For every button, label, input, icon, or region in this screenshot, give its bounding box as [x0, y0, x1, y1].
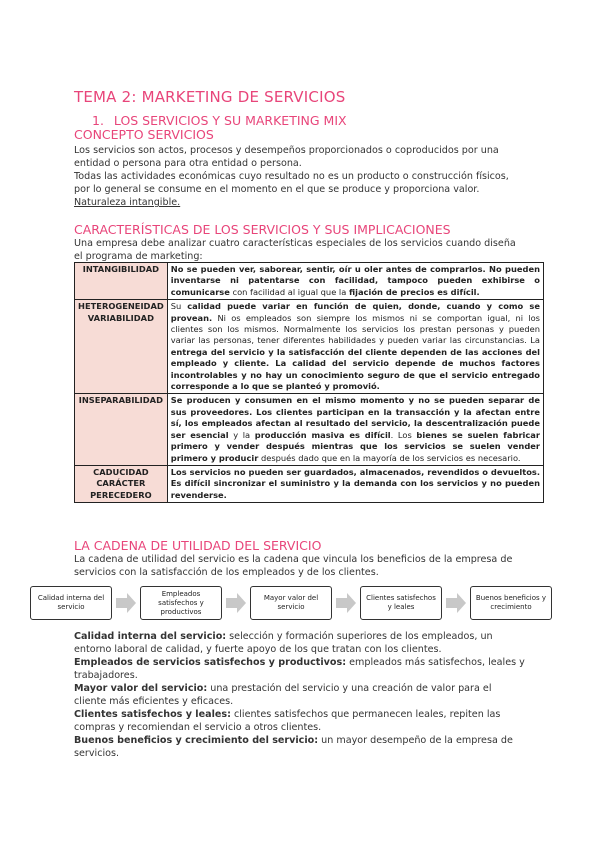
characteristics-intro: Una empresa debe analizar cuatro características especiales de los servicios cuando diseña el programa de marketing: [74, 238, 516, 262]
section-number: 1. [92, 113, 104, 128]
description-fragment: con facilidad al igual que la [229, 286, 349, 297]
characteristics-table [74, 262, 544, 503]
chain-step-box: Calidad interna del servicio [30, 586, 112, 620]
chain-item-text: clientes satisfechos que permanecen leales, repiten las compras y recomiendan el servicio a otros clientes. [74, 709, 501, 733]
description-fragment: producción masiva es difícil [254, 429, 391, 440]
chain-item-text: selección y formación superiores de los empleados, un entorno laboral de calidad, y fuerte apoyo de los que tratan con los clientes. [74, 631, 493, 655]
concept-text: Todas las actividades económicas cuyo resultado no es un producto o construcción físicos, por lo general se consume en el momento en el que se produce y proporciona valor. [74, 171, 509, 195]
description-fragment: descentralización puede ser esencial [170, 418, 540, 440]
concept-paragraph-2 [74, 170, 526, 209]
characteristic-label: CADUCIDAD CARÁCTER PERECEDERO [75, 465, 168, 502]
chain-intro: La cadena de utilidad del servicio es la cadena que vincula los beneficios de la empresa de servicios con la satisfacción de los empleados y de los clientes. [74, 554, 513, 578]
chain-list-item [74, 708, 526, 734]
arrow-right-icon [446, 593, 468, 613]
concept-paragraph-1: Los servicios son actos, procesos y desempeños proporcionados o coproducidos por una entidad o persona para otra entidad o persona. [74, 145, 499, 169]
chain-item-text: una prestación del servicio y una creación de valor para el cliente más eficientes y eficaces. [74, 683, 492, 707]
characteristic-row [75, 465, 544, 502]
page-title: TEMA 2: MARKETING DE SERVICIOS [74, 88, 346, 106]
chain-list-item [74, 734, 526, 760]
characteristic-row [75, 263, 544, 300]
chain-flow-diagram [0, 584, 600, 624]
chain-item-text: un mayor desempeño de la empresa de servicios. [74, 735, 513, 759]
description-fragment: . Los [390, 429, 417, 440]
characteristic-label: INTANGIBILIDAD [75, 263, 168, 300]
arrow-right-icon [336, 593, 358, 613]
characteristic-description [167, 263, 543, 300]
characteristics-heading: CARACTERÍSTICAS DE LOS SERVICIOS Y SUS IMPLICACIONES [74, 222, 451, 237]
description-fragment: después dado que en la mayoría de los servicios es necesario. [258, 452, 521, 463]
chain-item-term: Calidad interna del servicio: [74, 631, 227, 642]
chain-item-term: Buenos beneficios y crecimiento del servicio: [74, 735, 319, 746]
characteristic-description [167, 300, 543, 394]
arrow-right-icon [226, 593, 248, 613]
chain-list-item [74, 630, 526, 656]
characteristic-description [167, 394, 543, 465]
chain-list-item [74, 682, 526, 708]
description-fragment: y la [228, 429, 255, 440]
arrow-right-icon [116, 593, 138, 613]
chain-step-box: Mayor valor del servicio [250, 586, 332, 620]
section-title: LOS SERVICIOS Y SU MARKETING MIX [113, 113, 347, 128]
section-1-heading [92, 113, 347, 128]
description-fragment: calidad puede variar en función de quien, donde, cuando y como se provean. [170, 301, 540, 323]
description-fragment: entrega del servicio y la satisfacción del cliente dependen de las acciones del empleado y cliente. La calidad del servicio depende de muchos factores incontrolables y no hay un conocimiento seguro de que el servicio entregado corresponde a lo que se planteó y promovió. [170, 346, 540, 392]
description-fragment: No se pueden ver, saborear, sentir, oír u oler antes de comprarlos. No pueden inventarse ni patentarse con facilidad, tampoco pueden exhibirse o comunicarse [170, 264, 540, 297]
characteristic-label: INSEPARABILIDAD [75, 394, 168, 465]
characteristic-label: HETEROGENEIDAD VARIABILIDAD [75, 300, 168, 394]
chain-item-term: Mayor valor del servicio: [74, 683, 208, 694]
chain-step-box: Clientes satisfechos y leales [360, 586, 442, 620]
naturaleza-link: Naturaleza intangible. [74, 197, 181, 208]
characteristic-description [167, 465, 543, 502]
description-fragment: Su [170, 301, 188, 312]
chain-list-item [74, 656, 526, 682]
chain-heading: LA CADENA DE UTILIDAD DEL SERVICIO [74, 538, 322, 553]
description-fragment: Ni os empleados son siempre los mismos ni se comportan igual, ni los clientes son los mismos. Normalmente los servicios los prestan personas y pueden variar las personas, tener diferentes habilidades y pueden variar las circunstancias. La [170, 312, 540, 346]
description-fragment: Se producen y consumen en el mismo momento y no se pueden separar de sus proveedores. Los clientes participan en la transacción y la afectan entre sí, los empleados afectan al resultado del servicio, la [170, 395, 540, 429]
characteristic-row [75, 394, 544, 465]
description-fragment: fijación de precios es difícil. [348, 286, 480, 297]
description-fragment: Los servicios no pueden ser guardados, almacenados, revendidos o devueltos. Es difícil sincronizar el suministro y la demanda con los servicios y no pueden revenderse. [170, 466, 540, 500]
chain-item-term: Clientes satisfechos y leales: [74, 709, 231, 720]
characteristic-row [75, 300, 544, 394]
chain-item-term: Empleados de servicios satisfechos y productivos: [74, 657, 347, 668]
concept-subheading: CONCEPTO SERVICIOS [74, 127, 214, 142]
chain-item-text: empleados más satisfechos, leales y trabajadores. [74, 657, 525, 681]
chain-step-box: Buenos beneficios y crecimiento [470, 586, 552, 620]
chain-step-box: Empleados satisfechos y productivos [140, 586, 222, 620]
description-fragment: bienes se suelen fabricar primero y vender después mientras que los servicios se suelen vender primero y producir [170, 429, 540, 463]
chain-list [74, 630, 526, 760]
